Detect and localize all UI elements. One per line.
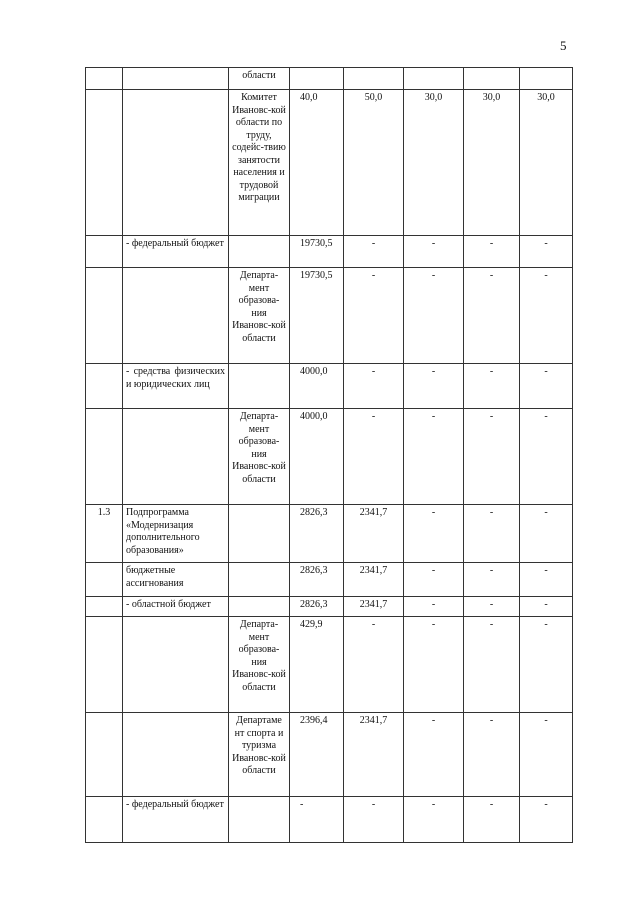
value-cell: - [464, 563, 520, 597]
row-name: - средства физических и юридических лиц [123, 364, 229, 409]
table-row [86, 236, 573, 268]
value-cell [344, 68, 404, 90]
value-cell: - [344, 797, 404, 843]
row-number [86, 563, 123, 597]
value-cell: - [520, 713, 573, 797]
row-number [86, 90, 123, 236]
value-cell: 50,0 [344, 90, 404, 236]
value-cell: - [344, 236, 404, 268]
row-executor [229, 563, 290, 597]
value-cell: 30,0 [464, 90, 520, 236]
row-number [86, 617, 123, 713]
value-cell: 2341,7 [344, 713, 404, 797]
row-executor [229, 236, 290, 268]
budget-table [85, 67, 573, 843]
row-name: Подпрограмма «Модернизация дополнительного образования» [123, 505, 229, 563]
row-number [86, 268, 123, 364]
row-executor: Департа-мент образова-ния Ивановс-кой области [229, 617, 290, 713]
table-row [86, 364, 573, 409]
value-cell: - [404, 597, 464, 617]
value-cell: - [344, 268, 404, 364]
value-cell: - [520, 617, 573, 713]
table-row [86, 563, 573, 597]
value-cell: 19730,5 [290, 236, 344, 268]
row-executor [229, 797, 290, 843]
value-cell: - [404, 505, 464, 563]
row-number [86, 597, 123, 617]
row-number [86, 797, 123, 843]
value-cell: 4000,0 [290, 364, 344, 409]
row-number [86, 713, 123, 797]
value-cell: - [404, 364, 464, 409]
value-cell: - [520, 236, 573, 268]
value-cell: - [344, 364, 404, 409]
value-cell: - [520, 409, 573, 505]
row-name [123, 268, 229, 364]
value-cell: - [464, 797, 520, 843]
value-cell: 4000,0 [290, 409, 344, 505]
row-executor [229, 364, 290, 409]
value-cell: - [404, 797, 464, 843]
row-number [86, 409, 123, 505]
value-cell [464, 68, 520, 90]
row-name [123, 90, 229, 236]
table-row [86, 505, 573, 563]
value-cell: - [404, 617, 464, 713]
value-cell: - [464, 505, 520, 563]
value-cell [404, 68, 464, 90]
value-cell: - [520, 797, 573, 843]
value-cell: 2826,3 [290, 563, 344, 597]
table-row [86, 68, 573, 90]
value-cell: 2341,7 [344, 597, 404, 617]
table-row [86, 90, 573, 236]
value-cell: - [464, 268, 520, 364]
value-cell: - [404, 409, 464, 505]
value-cell [520, 68, 573, 90]
value-cell: - [520, 563, 573, 597]
value-cell: - [290, 797, 344, 843]
value-cell: - [404, 236, 464, 268]
value-cell [290, 68, 344, 90]
row-number: 1.3 [86, 505, 123, 563]
row-number [86, 236, 123, 268]
value-cell: 2341,7 [344, 505, 404, 563]
row-name [123, 713, 229, 797]
value-cell: - [344, 409, 404, 505]
table-row [86, 268, 573, 364]
row-name [123, 617, 229, 713]
value-cell: - [520, 505, 573, 563]
row-executor: области [229, 68, 290, 90]
value-cell: - [520, 268, 573, 364]
row-name [123, 68, 229, 90]
value-cell: - [464, 236, 520, 268]
value-cell: 30,0 [404, 90, 464, 236]
value-cell: - [464, 713, 520, 797]
value-cell: - [520, 597, 573, 617]
value-cell: - [404, 563, 464, 597]
value-cell: 2341,7 [344, 563, 404, 597]
value-cell: - [464, 617, 520, 713]
row-name: - федеральный бюджет [123, 236, 229, 268]
table-row [86, 617, 573, 713]
value-cell: - [464, 409, 520, 505]
value-cell: - [520, 364, 573, 409]
value-cell: 30,0 [520, 90, 573, 236]
row-number [86, 68, 123, 90]
table-row [86, 797, 573, 843]
row-executor: Департа-мент образова-ния Ивановс-кой области [229, 268, 290, 364]
row-executor: Департа-мент образова-ния Ивановс-кой области [229, 409, 290, 505]
value-cell: - [464, 364, 520, 409]
row-name [123, 409, 229, 505]
table-row [86, 713, 573, 797]
value-cell: - [464, 597, 520, 617]
value-cell: - [404, 713, 464, 797]
value-cell: - [404, 268, 464, 364]
value-cell: 429,9 [290, 617, 344, 713]
row-executor [229, 597, 290, 617]
row-executor: Комитет Ивановс-кой области по труду, содейс-твию занятости населения и трудовой миграции [229, 90, 290, 236]
row-name: - областной бюджет [123, 597, 229, 617]
row-number [86, 364, 123, 409]
value-cell: 19730,5 [290, 268, 344, 364]
table-row [86, 597, 573, 617]
value-cell: 40,0 [290, 90, 344, 236]
row-executor [229, 505, 290, 563]
page-number: 5 [560, 38, 567, 53]
table-row [86, 409, 573, 505]
row-name: - федеральный бюджет [123, 797, 229, 843]
value-cell: 2826,3 [290, 597, 344, 617]
row-name: бюджетные ассигнования [123, 563, 229, 597]
value-cell: 2826,3 [290, 505, 344, 563]
row-executor: Департаме нт спорта и туризма Ивановс-кой области [229, 713, 290, 797]
value-cell: - [344, 617, 404, 713]
value-cell: 2396,4 [290, 713, 344, 797]
